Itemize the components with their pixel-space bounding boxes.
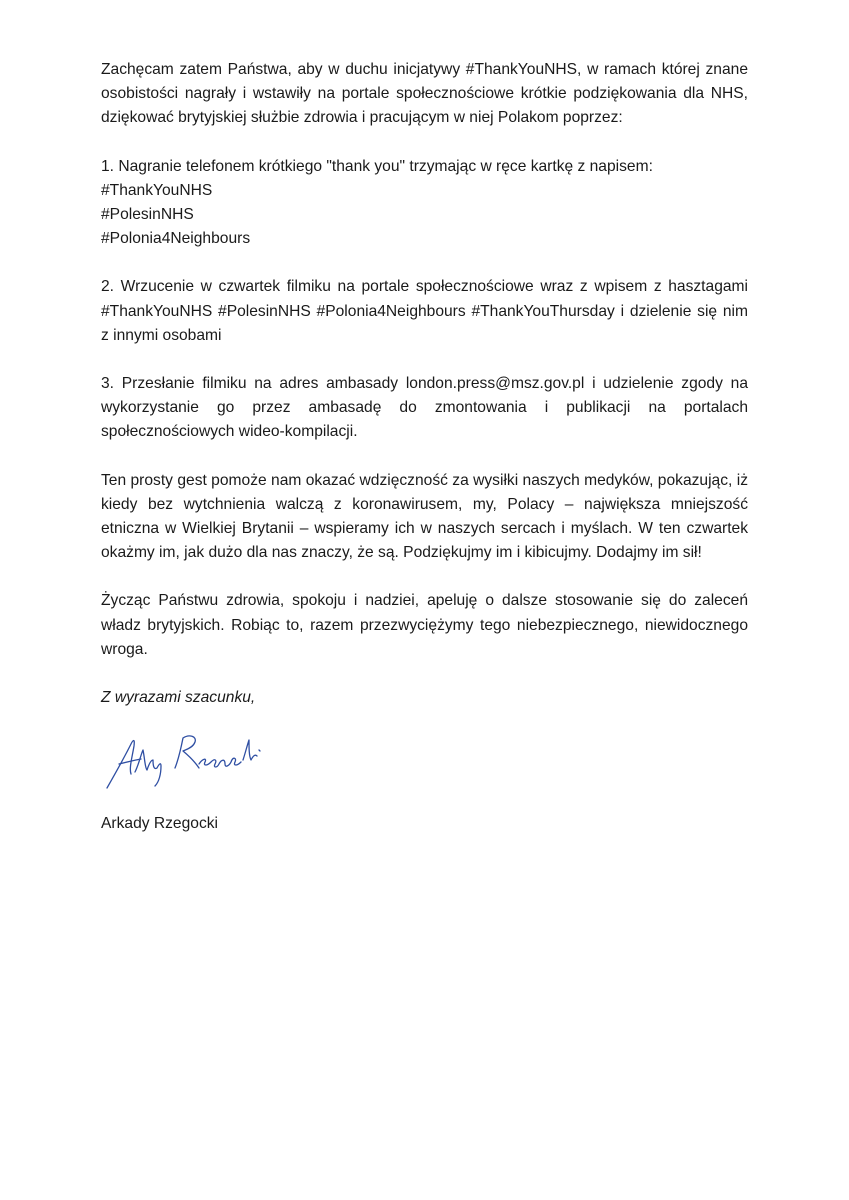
gesture-paragraph: Ten prosty gest pomoże nam okazać wdzięczność za wysiłki naszych medyków, pokazując, iż kiedy bez wytchnienia walczą z koronawirusem, my, Polacy – największa mniejszość etniczna w Wielkiej Brytanii – wspieramy ich w naszych sercach i myślach. W ten czwartek okażmy im, jak dużo dla nas znaczy, że są. Podziękujmy im i kibicujmy. Dodajmy im sił! (101, 471, 748, 562)
wishes-paragraph: Życząc Państwu zdrowia, spokoju i nadziei, apeluję o dalsze stosowanie się do zaleceń władz brytyjskich. Robiąc to, razem przezwyciężymy tego niebezpiecznego, niewidocznego wroga. (101, 592, 748, 658)
step-2-paragraph: 2. Wrzucenie w czwartek filmiku na portale społecznościowe wraz z wpisem z hasztagami #ThankYouNHS #PolesinNHS #Polonia4Neighbours #ThankYouThursday i dzielenie się nim z innymi osobami (101, 278, 748, 344)
hashtag-thankyounhs: #ThankYouNHS (101, 181, 213, 199)
step-3-paragraph: 3. Przesłanie filmiku na adres ambasady london.press@msz.gov.pl i udzielenie zgody na wykorzystanie go przez ambasadę do zmontowania i publikacji na portalach społecznościowych wideo-kompilacji. (101, 375, 748, 441)
handwritten-signature (101, 724, 271, 794)
intro-paragraph: Zachęcam zatem Państwa, aby w duchu inicjatywy #ThankYouNHS, w ramach której znane osobistości nagrały i wstawiły na portale społecznościowe krótkie podziękowania dla NHS, dziękować brytyjskiej służbie zdrowia i pracującym w niej Polakom poprzez: (101, 61, 748, 127)
hashtag-polonia4neighbours: #Polonia4Neighbours (101, 230, 251, 248)
closing-salutation: Z wyrazami szacunku, (101, 689, 256, 707)
hashtag-polesinnhs: #PolesinNHS (101, 206, 194, 224)
signer-name: Arkady Rzegocki (101, 815, 218, 833)
letter-body (101, 58, 748, 836)
step-1-text: 1. Nagranie telefonem krótkiego "thank you" trzymając w ręce kartkę z napisem: (101, 157, 653, 175)
step-1-paragraph (101, 155, 748, 252)
